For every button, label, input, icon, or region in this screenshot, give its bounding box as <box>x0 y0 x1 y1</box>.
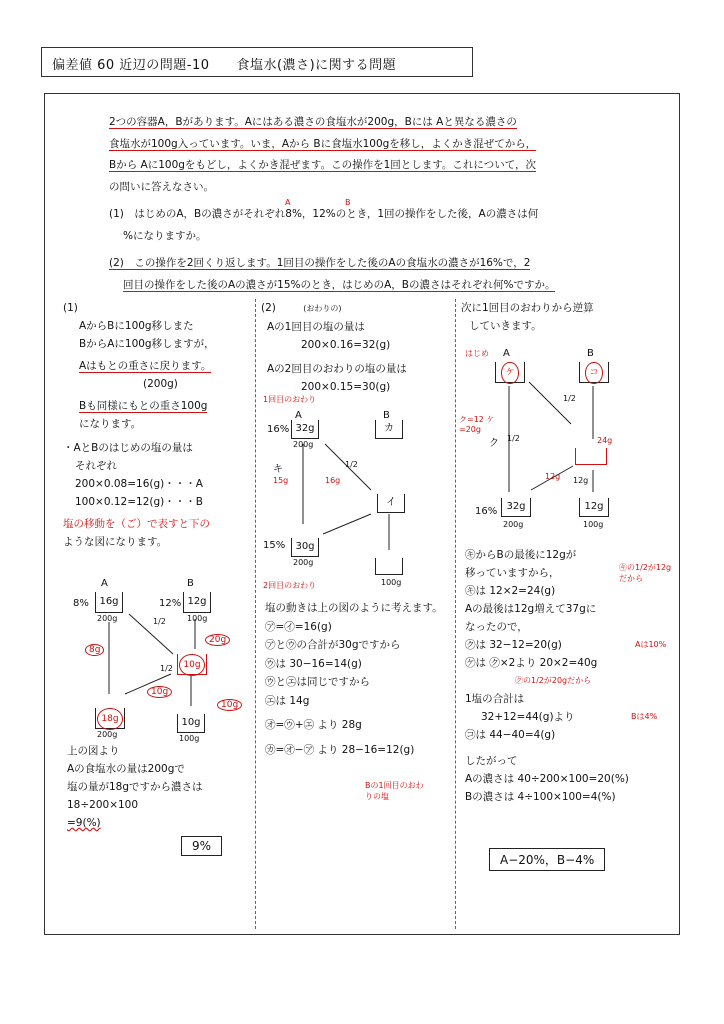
col2-explanation: 塩の動きは上の図のように考えます。 ㋐=㋑=16(g) ㋐と㋒の合計が30gですから ㋒は 30−16=14(g) ㋒と㋓は同じですから ㋓は 14g ㋔=㋒+㋓ より 28g ㋕=㋔−㋐ より 28−16=12(g) <box>265 599 455 759</box>
problem-line: 食塩水が100g入っています。いま，Aから Bに食塩水100gを移し，よくかき混ぜてから， <box>109 137 537 150</box>
mark-a: A <box>285 198 291 207</box>
container-b-label: B <box>383 410 390 421</box>
text-line: 32+12=44(g)より <box>481 711 575 723</box>
text-line: それぞれ <box>75 460 117 472</box>
main-content-box <box>44 93 680 935</box>
text-line: 塩の動きは上の図のように考えます。 <box>265 602 443 614</box>
container-a-label: A <box>503 348 510 359</box>
weight-label: 200g <box>293 558 314 567</box>
fraction-label: 1/2 <box>153 617 166 626</box>
value-label: 12g <box>573 476 589 485</box>
concentration-label: 8% <box>73 598 89 609</box>
fraction-label: 1/2 <box>563 394 576 403</box>
arrow-line <box>325 444 371 490</box>
text-line: Aの最後は12g増えて37gに <box>465 603 597 615</box>
question-1: (1) はじめのA，Bの濃さがそれぞれ8%，12%のとき，1回の操作をした後，Aの濃さは何 <box>109 208 539 220</box>
red-note: 2回目のおわり <box>263 581 317 590</box>
container-a-final: 18g <box>95 708 125 729</box>
fraction-label: 1/2 <box>507 434 520 443</box>
variable-label: ク <box>489 438 499 449</box>
text-line: 塩の移動を（ご）で表すと下の <box>63 518 210 530</box>
text-line: 次に1回目のおわりから逆算 <box>461 302 594 314</box>
text-line: 200×0.16=32(g) <box>301 339 391 351</box>
concentration-label: 15% <box>263 540 286 551</box>
arrow-line <box>531 466 573 490</box>
weight-label: 100g <box>179 734 200 743</box>
text-line: になります。 <box>79 418 142 430</box>
arrow-line <box>529 382 571 424</box>
arrow-line <box>125 674 171 694</box>
red-note: Bは4% <box>631 712 658 721</box>
container-b-label: B <box>587 348 594 359</box>
red-note: ㋗の1/2が20gだから <box>515 676 592 685</box>
red-note: ㋖の1/2が12g だから <box>619 563 672 583</box>
red-note: ク=12 ケ=20g <box>459 415 495 434</box>
red-note: 1回目のおわり <box>263 395 317 404</box>
container-b-mid: 10g <box>177 654 207 675</box>
red-value: 15g <box>273 476 289 485</box>
text-line: していきます。 <box>469 320 542 332</box>
text-line: ㋔=㋒+㋓ より 28g <box>265 719 362 731</box>
text-line: ㋘は ㋗×2より 20×2=40g <box>465 657 598 669</box>
container-b: コ <box>579 362 609 383</box>
text-line: 1塩の合計は <box>465 693 525 705</box>
red-value: 20g <box>205 634 230 646</box>
text-line: ㋒と㋓は同じですから <box>265 676 370 688</box>
mark-b: B <box>345 198 351 207</box>
red-value: 24g <box>597 436 613 445</box>
text-note: (200g) <box>143 378 178 390</box>
arrow-line <box>129 614 173 654</box>
container-a: 16g <box>95 592 123 613</box>
container-b: カ <box>375 420 403 439</box>
text-line: ㋖は 12×2=24(g) <box>465 585 556 597</box>
text-line: ㋐と㋒の合計が30gですから <box>265 639 401 651</box>
text-line: 上の図より <box>67 745 120 757</box>
text-line: 100×0.12=12(g)・・・B <box>75 496 203 508</box>
text-line: ㋒は 30−16=14(g) <box>265 657 362 670</box>
red-value: 10g <box>147 686 172 698</box>
text-line: ㋙は 44−40=4(g) <box>465 729 556 741</box>
container-b-final: 10g <box>177 714 205 733</box>
fraction-label: 1/2 <box>160 664 173 673</box>
text-line: ㋗は 32−12=20(g) <box>465 639 562 651</box>
text-line: BからAに100g移しますが， <box>79 338 215 350</box>
weight-label: 100g <box>583 520 604 529</box>
text-line: Aの1回目の塩の量は <box>267 321 365 333</box>
weight-label: 200g <box>503 520 524 529</box>
fraction-label: 1/2 <box>345 460 358 469</box>
container-a: 32g <box>291 420 319 439</box>
container-a-2: 32g <box>501 498 531 517</box>
red-value: 8g <box>85 644 104 656</box>
red-value: 10g <box>217 699 242 711</box>
text-line: Aの2回目のおわりの塩の量は <box>267 363 407 375</box>
text-line: 移っていますから， <box>465 567 560 579</box>
text-line: Aの食塩水の量は200gで <box>67 763 185 775</box>
text-line: Bの濃さは 4÷100×100=4(%) <box>465 791 616 803</box>
text-line: ような図になります。 <box>63 536 168 548</box>
page-title: 偏差値 60 近辺の問題-10 食塩水(濃さ)に関する問題 <box>52 58 397 73</box>
problem-line: Bから Aに100gをもどし，よくかき混ぜます。この操作を1回とします。これについて，次 <box>109 159 537 171</box>
text-line: AからBに100g移しまた <box>79 320 194 332</box>
container-a: ケ <box>495 362 525 383</box>
red-value: 16g <box>325 476 341 485</box>
red-value: 12g <box>545 472 561 481</box>
text-line: ㋖からBの最後に12gが <box>465 549 577 561</box>
answer-box-2: A−20%，B−4% <box>489 848 605 871</box>
weight-label: 100g <box>187 614 208 623</box>
weight-label: 100g <box>381 578 402 587</box>
question-2: (2) この操作を2回くり返します。1回目の操作をした後のAの食塩水の濃さが16%で，2 <box>109 257 531 269</box>
text-line: したがって <box>465 755 518 767</box>
weight-label: 200g <box>97 730 118 739</box>
text-line: ・AとBのはじめの塩の量は <box>63 442 193 454</box>
container-a-label: A <box>101 578 108 589</box>
text-line: Aはもとの重さに戻ります。 <box>79 360 212 372</box>
text-line: Aの濃さは 40÷200×100=20(%) <box>465 773 629 785</box>
title-box <box>41 47 473 77</box>
red-note: はじめ <box>465 349 489 358</box>
q1-label: (1) <box>63 302 78 314</box>
container-b-label: B <box>187 578 194 589</box>
question-1-cont: %になりますか。 <box>123 229 207 242</box>
question-2-cont: 回目の操作をした後のAの濃さが15%のとき，はじめのA，Bの濃さはそれぞれ何%ですか。 <box>123 278 556 291</box>
text-line: なったので， <box>465 621 528 633</box>
concentration-label: 12% <box>159 598 182 609</box>
text-line: ㋓は 14g <box>265 694 310 707</box>
problem-line: 2つの容器A，Bがあります。Aにはある濃さの食塩水が200g，Bには Aと異なる濃さの <box>109 116 517 128</box>
container-a-label: A <box>295 410 302 421</box>
answer-box-1: 9% <box>181 836 222 856</box>
container-a-2: 30g <box>291 538 319 557</box>
container-b-mid: イ <box>377 494 405 513</box>
problem-line: の問いに答えなさい。 <box>109 180 214 193</box>
text-line: ㋕=㋔−㋐ より 28−16=12 <box>265 743 400 756</box>
text-note: (おわりの) <box>303 304 342 313</box>
red-note: Bの1回目のおわりの塩 <box>365 781 424 801</box>
q2-label: (2) <box>261 302 276 314</box>
weight-label: 200g <box>97 614 118 623</box>
text-line: =9(%) <box>67 817 101 829</box>
text-line: Bも同様にもとの重さ100g <box>79 400 208 412</box>
arrow-line <box>323 514 371 534</box>
weight-label: 200g <box>293 440 314 449</box>
concentration-label: 16% <box>475 506 498 517</box>
container-b: 12g <box>183 592 211 613</box>
text-line: 200×0.15=30(g) <box>301 381 391 393</box>
arrows-overlay <box>45 94 681 936</box>
container-b-2: 12g <box>579 498 609 517</box>
text-line: ㋐=㋑=16(g) <box>265 620 332 633</box>
text-line: 200×0.08=16(g)・・・A <box>75 478 203 490</box>
red-note: Aは10% <box>635 640 667 649</box>
variable-label: キ <box>273 464 283 475</box>
concentration-label: 16% <box>267 424 290 435</box>
text-line: 塩の量が18gですから濃さは <box>67 781 203 793</box>
text-line: 18÷200×100 <box>67 799 139 811</box>
